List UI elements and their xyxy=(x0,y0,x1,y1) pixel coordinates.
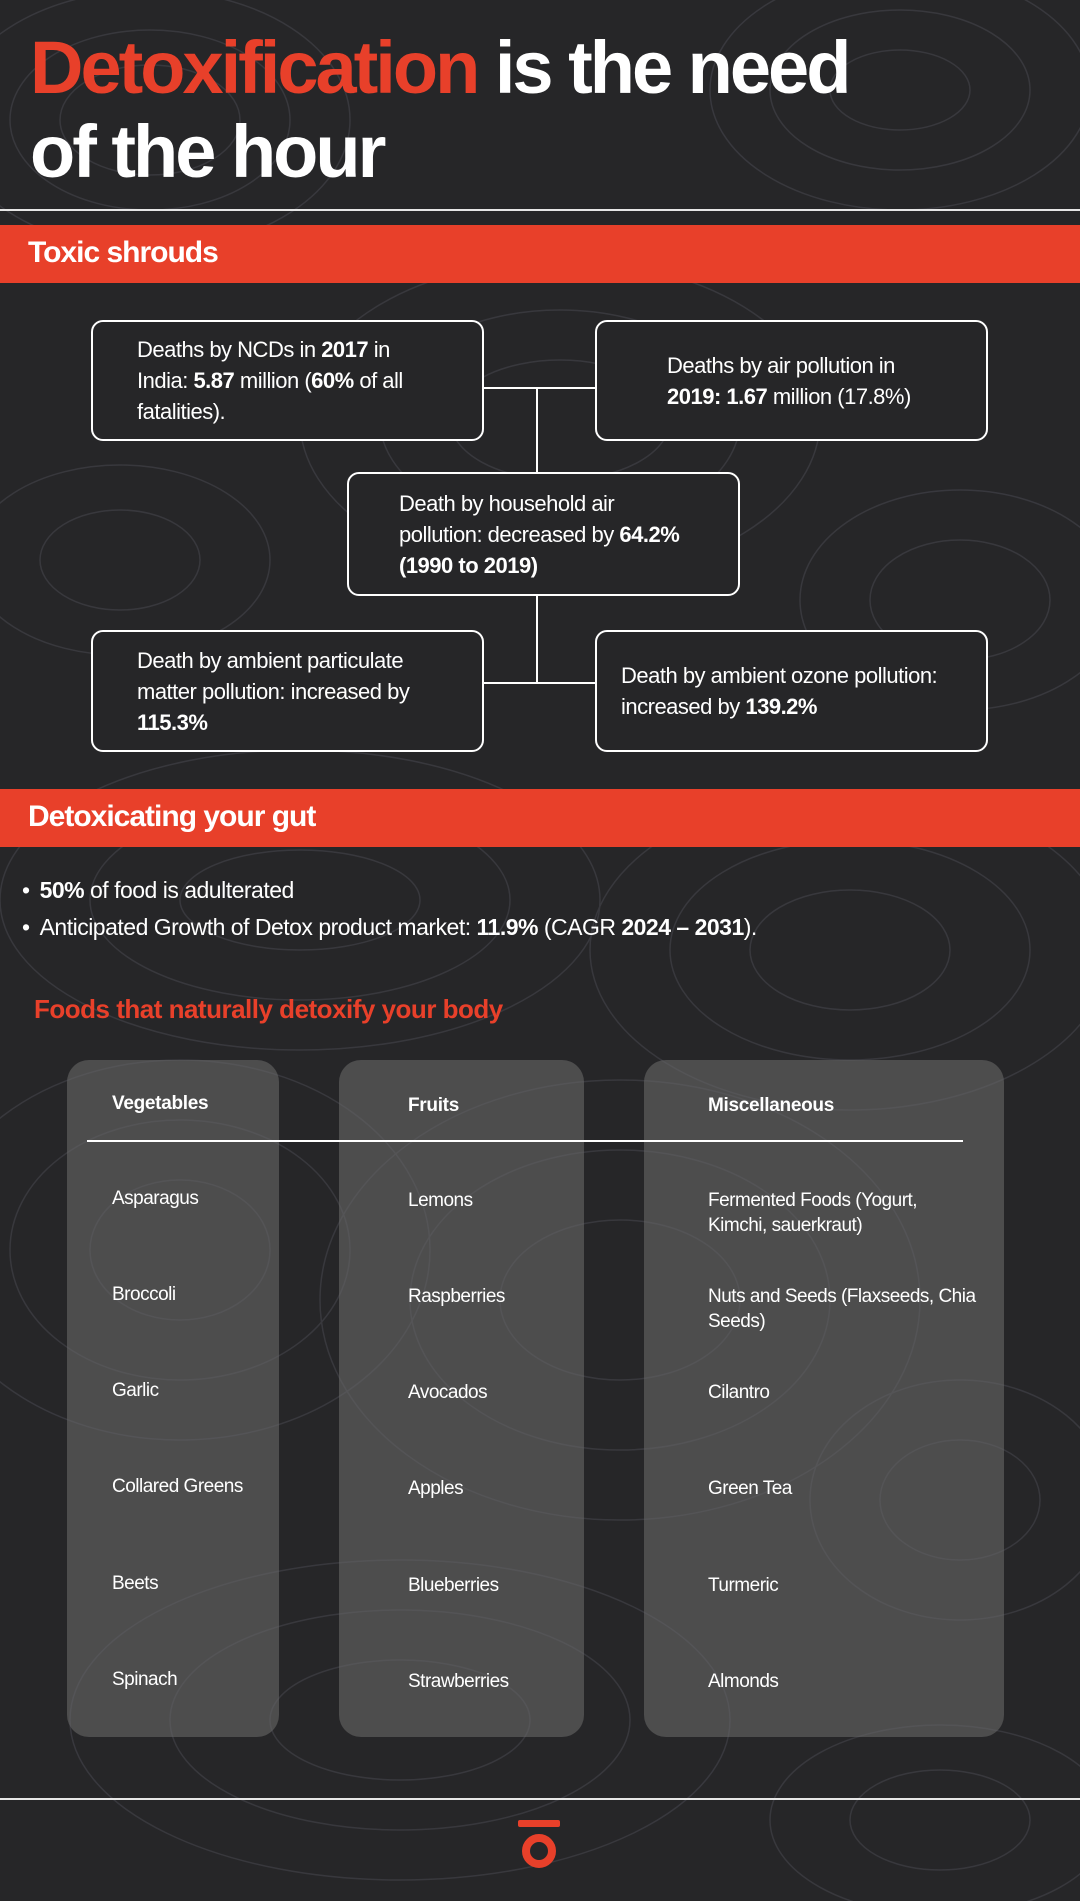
table-cell: Turmeric xyxy=(708,1575,779,1596)
connector-horizontal-bottom xyxy=(482,682,596,684)
page-title xyxy=(30,26,1030,194)
table-cell: Collared Greens xyxy=(112,1476,243,1497)
section-band-toxic-shrouds xyxy=(0,225,1080,283)
table-header-rule xyxy=(87,1140,963,1142)
table-cell: Garlic xyxy=(112,1380,159,1401)
gut-bullet-list xyxy=(22,872,757,946)
connector-horizontal-top xyxy=(482,387,596,389)
column-header-miscellaneous: Miscellaneous xyxy=(708,1095,834,1116)
divider-top xyxy=(0,209,1080,211)
column-header-vegetables: Vegetables xyxy=(112,1093,209,1114)
stat-box-household-air-pollution xyxy=(347,472,740,596)
title-rest: is the need xyxy=(494,26,849,109)
section-heading-toxic-shrouds: Toxic shrouds xyxy=(28,236,218,269)
section-heading-gut: Detoxicating your gut xyxy=(28,800,316,833)
divider-bottom xyxy=(0,1798,1080,1800)
stat-box-ncd-deaths xyxy=(91,320,484,441)
column-header-fruits: Fruits xyxy=(408,1095,459,1116)
table-cell: Apples xyxy=(408,1478,464,1499)
stat-text-ozone-pollution: Death by ambient ozone pollution: increased by 139.2% xyxy=(621,663,938,719)
stat-text-particulate-matter: Death by ambient particulate matter pollution: increased by 115.3% xyxy=(137,647,410,735)
stat-box-ozone-pollution xyxy=(595,630,988,752)
table-cell: Raspberries xyxy=(408,1286,505,1307)
stat-text-ncd-deaths: Deaths by NCDs in 2017 in India: 5.87 million (60% of all fatalities). xyxy=(137,337,403,424)
table-cell: Avocados xyxy=(408,1382,488,1403)
connector-vertical-bottom xyxy=(536,594,538,684)
foods-heading: Foods that naturally detoxify your body xyxy=(34,994,503,1024)
table-cell: Strawberries xyxy=(408,1671,509,1692)
column-card-vegetables xyxy=(67,1060,279,1737)
list-item: • 50% of food is adulterated xyxy=(22,872,757,909)
table-cell: Almonds xyxy=(708,1671,779,1692)
table-cell: Nuts and Seeds (Flaxseeds, Chia Seeds) xyxy=(708,1286,976,1332)
stat-text-air-pollution-deaths: Deaths by air pollution in 2019: 1.67 million (17.8%) xyxy=(667,352,911,409)
table-cell: Fermented Foods (Yogurt, Kimchi, sauerkraut) xyxy=(708,1190,918,1236)
title-accent: Detoxification xyxy=(30,26,478,109)
table-cell: Asparagus xyxy=(112,1188,199,1209)
brand-logo-icon xyxy=(514,1818,564,1870)
table-cell: Green Tea xyxy=(708,1478,792,1499)
table-cell: Beets xyxy=(112,1573,159,1594)
stat-box-air-pollution-deaths xyxy=(595,320,988,441)
table-cell: Cilantro xyxy=(708,1382,770,1403)
list-item: • Anticipated Growth of Detox product market: 11.9% (CAGR 2024 – 2031). xyxy=(22,909,757,946)
table-cell: Broccoli xyxy=(112,1284,176,1305)
table-cell: Lemons xyxy=(408,1190,473,1211)
table-cell: Spinach xyxy=(112,1669,178,1690)
title-line2: of the hour xyxy=(30,110,384,193)
stat-box-particulate-matter xyxy=(91,630,484,752)
connector-vertical-top xyxy=(536,387,538,473)
section-band-gut xyxy=(0,789,1080,847)
stat-text-household-air-pollution: Death by household air pollution: decreased by 64.2% (1990 to 2019) xyxy=(399,490,680,578)
table-cell: Blueberries xyxy=(408,1575,499,1596)
